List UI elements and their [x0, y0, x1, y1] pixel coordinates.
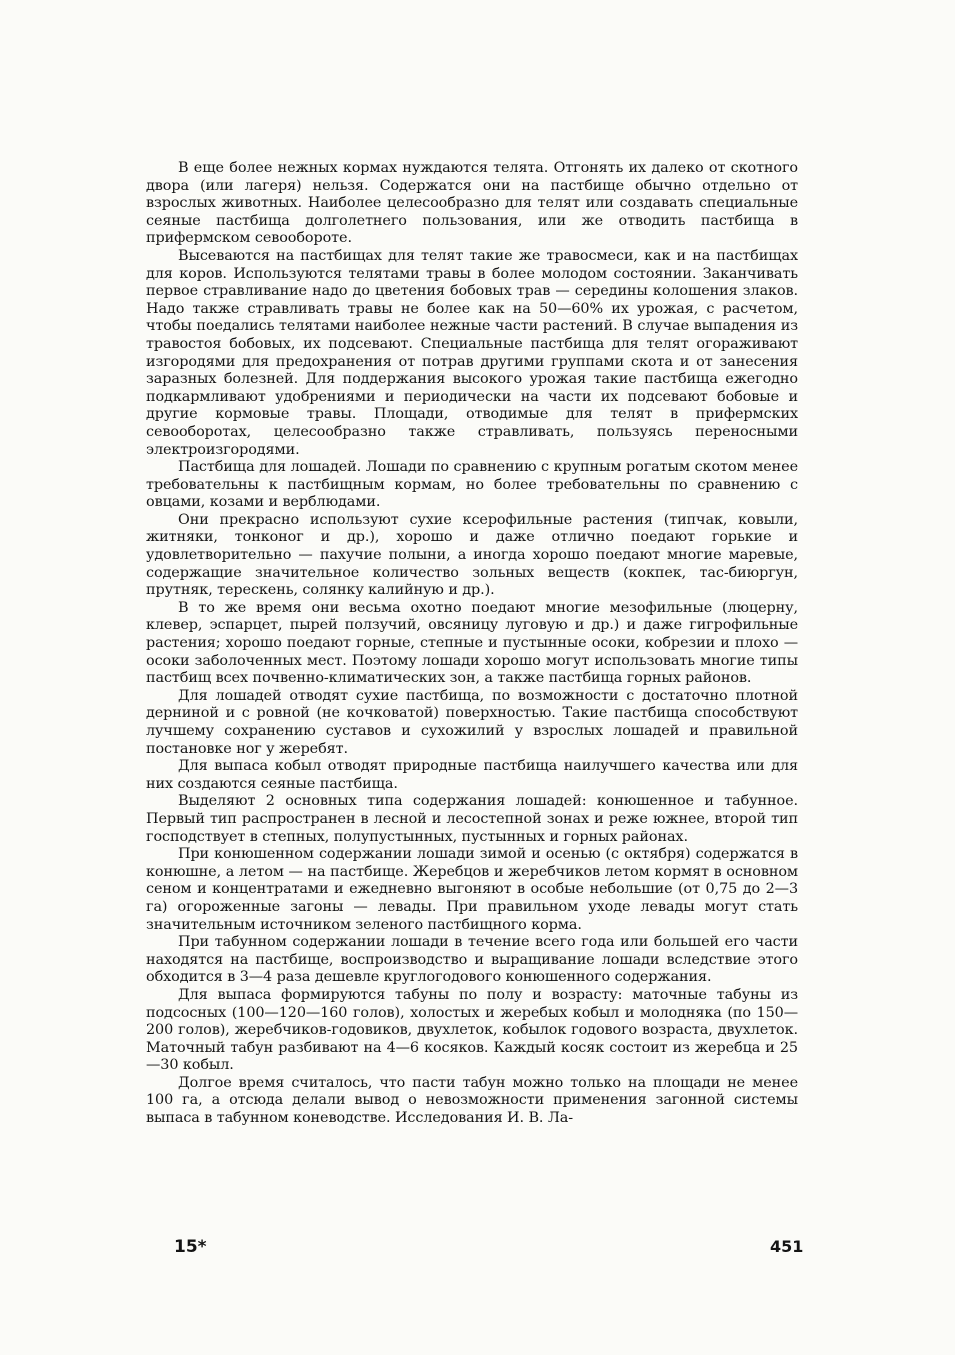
- paragraph: В еще более нежных кормах нуждаются телята. Отгонять их далеко от скотного двора (или лагеря) нельзя. Содержатся они на пастбище обычно отдельно от взрослых животных. Наиболее целесообразно для телят или создавать специальные сеяные пастбища долголетнего пользования, или же отводить пастбища в прифермском севообороте.: [146, 160, 798, 247]
- paragraph: Высеваются на пастбищах для телят такие же травосмеси, как и на пастбищах для коров. Используются телятами травы в более молодом состоянии. Заканчивать первое стравливание надо до цветения бобовых трав — середины колошения злаков. Надо также стравливать травы не более как на 50—60% их урожая, с расчетом, чтобы поедались телятами наиболее нежные части растений. В случае выпадения из травостоя бобовых, их подсевают. Специальные пастбища для телят огораживают изгородями для предохранения от потрав другими группами скота и от занесения заразных болезней. Для поддержания высокого урожая такие пастбища ежегодно подкармливают удобрениями и периодически на части их подсевают бобовые и другие кормовые травы. Площади, отводимые для телят в прифермских севооборотах, целесообразно также стравливать, пользуясь переносными электроизгородями.: [146, 247, 798, 458]
- paragraph: Для выпаса формируются табуны по полу и возрасту: маточные табуны из подсосных (100—120—160 голов), холостых и жеребых кобыл и молодняка (по 150—200 голов), жеребчиков-годовиков, двухлеток, кобылок годового возраста, двухлеток. Маточный табун разбивают на 4—6 косяков. Каждый косяк состоит из жеребца и 25—30 кобыл.: [146, 986, 798, 1074]
- body-text: [146, 160, 798, 1128]
- paragraph: Они прекрасно используют сухие ксерофильные растения (типчак, ковыли, житняки, тонконог и др.), хорошо и даже отлично поедают горькие и удовлетворительно — пахучие полыни, а иногда хорошо поедают многие маревые, содержащие значительное количество зольных веществ (кокпек, тас-биюргун, прутняк, терескень, солянку калийную и др.).: [146, 511, 798, 599]
- paragraph: При табунном содержании лошади в течение всего года или большей его части находятся на пастбище, воспроизводство и выращивание лошади вследствие этого обходится в 3—4 раза дешевле круглогодового конюшенного содержания.: [146, 934, 798, 986]
- paragraph: В то же время они весьма охотно поедают многие мезофильные (люцерну, клевер, эспарцет, пырей ползучий, овсяницу луговую и др.) и даже гигрофильные растения; хорошо поедают горные, степные и пустынные осоки, кобрезии и плохо — осоки заболоченных мест. Поэтому лошади хорошо могут использовать многие типы пастбищ всех почвенно-климатических зон, а также пастбища горных районов.: [146, 599, 798, 687]
- paragraph: Пастбища для лошадей. Лошади по сравнению с крупным рогатым скотом менее требовательны к пастбищным кормам, но более требовательны по сравнению с овцами, козами и верблюдами.: [146, 459, 798, 511]
- paragraph: При конюшенном содержании лошади зимой и осенью (с октября) содержатся в конюшне, а летом — на пастбище. Жеребцов и жеребчиков летом кормят в основном сеном и концентратами и ежедневно выгоняют в особые небольшие (от 0,75 до 2—3 га) огороженные загоны — левады. При правильном уходе левады могут стать значительным источником зеленого пастбищного корма.: [146, 846, 798, 933]
- page-number: 451: [770, 1237, 804, 1256]
- paragraph: Выделяют 2 основных типа содержания лошадей: конюшенное и табунное. Первый тип распространен в лесной и лесостепной зонах и реже южнее, второй тип господствует в степных, полупустынных, пустынных и горных районах.: [146, 793, 798, 845]
- paragraph: Для выпаса кобыл отводят природные пастбища наилучшего качества или для них создаются сеяные пастбища.: [146, 758, 798, 792]
- paragraph: Для лошадей отводят сухие пастбища, по возможности с достаточно плотной дерниной и с ровной (не кочковатой) поверхностью. Такие пастбища способствуют лучшему сохранению суставов и сухожилий у взрослых лошадей и правильной постановке ног у жеребят.: [146, 687, 798, 757]
- paragraph: Долгое время считалось, что пасти табун можно только на площади не менее 100 га, а отсюда делали вывод о невозможности применения загонной системы выпаса в табунном коневодстве. Исследования И. В. Ла-: [146, 1074, 798, 1127]
- signature-mark: 15*: [174, 1237, 207, 1257]
